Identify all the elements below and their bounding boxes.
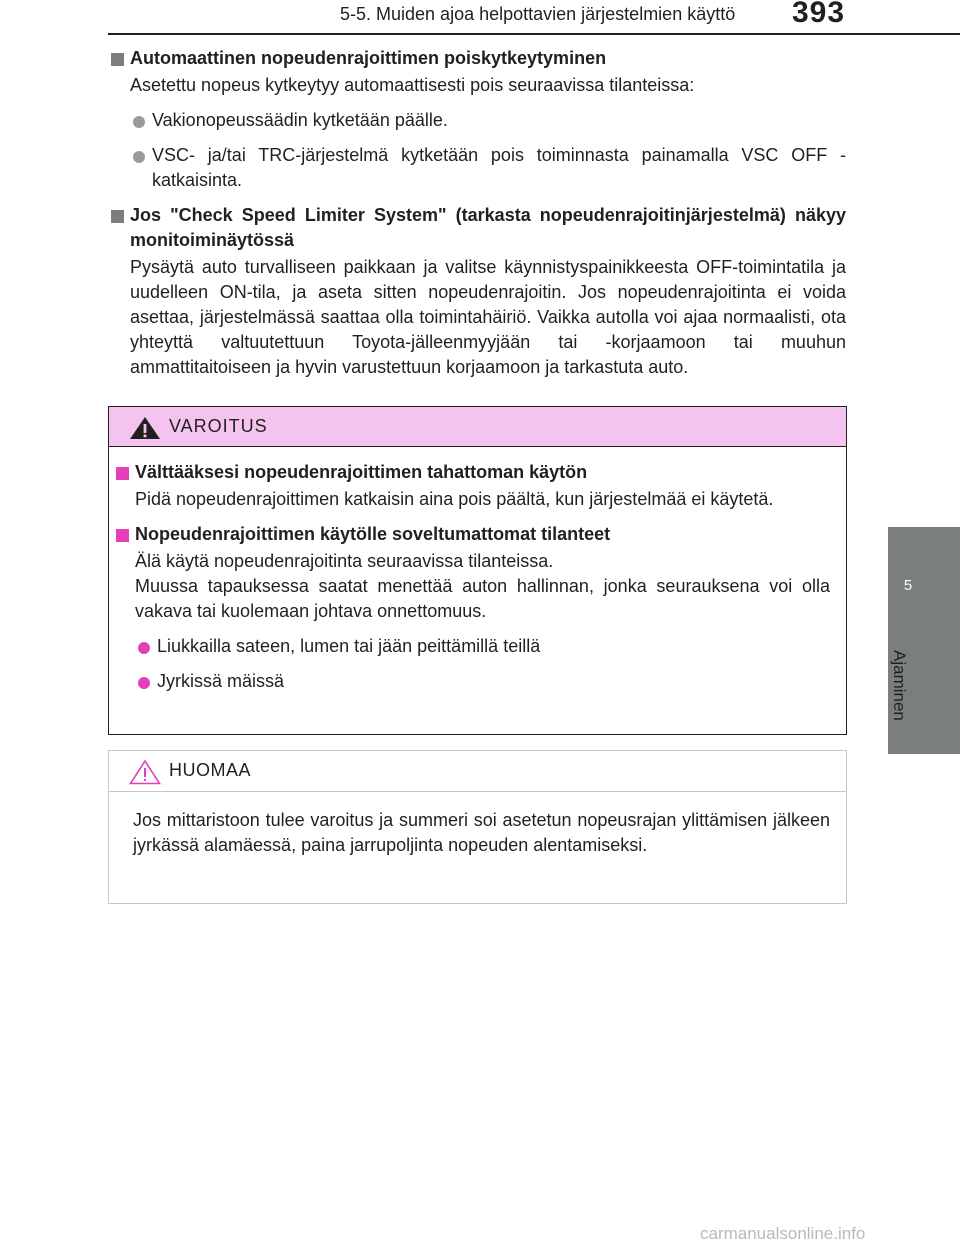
- note-box: [108, 750, 847, 904]
- warning-box: [108, 406, 847, 735]
- list-item: Jyrkissä mäissä: [113, 669, 830, 694]
- running-header: 5-5. Muiden ajoa helpottavien järjestelmien käyttö: [340, 4, 736, 24]
- square-bullet-icon: [111, 210, 124, 223]
- square-bullet-icon: [111, 53, 124, 66]
- warning-heading: Välttääksesi nopeudenrajoittimen tahattoman käytön: [113, 460, 830, 485]
- circle-bullet-icon: [133, 151, 145, 163]
- note-header: [109, 751, 846, 792]
- section-heading: Jos "Check Speed Limiter System" (tarkasta nopeudenrajoitinjärjestelmä) näkyy monitoiminäytössä: [108, 203, 846, 253]
- main-content: [108, 46, 846, 390]
- warning-triangle-icon: [129, 416, 161, 440]
- section-text: Pysäytä auto turvalliseen paikkaan ja valitse käynnistyspainikkeesta OFF-toimintatila ja uudelleen ON-tila, ja aseta sitten nopeudenrajoitin. Jos nopeudenrajoitinta ei voida asettaa, järjestelmässä saattaa olla toimintahäiriö. Vaikka autolla voi ajaa normaalisti, ota yhteyttä valtuutettuun Toyota-jälleenmyyjään tai -korjaamoon tai muuhun ammattitaitoiseen ja hyvin varustettuun korjaamoon ja tarkastuta auto.: [130, 257, 846, 377]
- caution-triangle-icon: [129, 759, 161, 785]
- warning-text: Älä käytä nopeudenrajoitinta seuraavissa tilanteissa.: [135, 551, 554, 571]
- warning-text: Muussa tapauksessa saatat menettää auton hallinnan, jonka seurauksena voi olla vakava tai kuolemaan johtava onnettomuus.: [135, 576, 830, 621]
- chapter-number: 5: [903, 577, 913, 594]
- square-bullet-icon: [116, 529, 129, 542]
- warning-heading: Nopeudenrajoittimen käytölle soveltumattomat tilanteet: [113, 522, 830, 547]
- square-bullet-icon: [116, 467, 129, 480]
- note-text: Jos mittaristoon tulee varoitus ja summeri soi asetetun nopeusrajan ylittämisen jälkeen jyrkässä alamäessä, paina jarrupoljinta nopeuden alentamiseksi.: [133, 810, 830, 855]
- list-item: Liukkailla sateen, lumen tai jään peittämillä teillä: [113, 634, 830, 659]
- section-text: Asetettu nopeus kytkeytyy automaattisesti pois seuraavissa tilanteissa:: [130, 75, 695, 95]
- chapter-label-text: Ajaminen: [890, 650, 909, 721]
- page-number: 393: [792, 0, 846, 29]
- warning-title: VAROITUS: [169, 416, 268, 436]
- warning-text: Pidä nopeudenrajoittimen katkaisin aina pois päältä, kun järjestelmää ei käytetä.: [135, 489, 774, 509]
- list-item: VSC- ja/tai TRC-järjestelmä kytketään pois toiminnasta painamalla VSC OFF -katkaisinta.: [108, 143, 846, 193]
- header-rule: [108, 33, 960, 35]
- watermark: carmanualsonline.info: [700, 1224, 866, 1243]
- circle-bullet-icon: [138, 642, 150, 654]
- list-item: Vakionopeussäädin kytketään päälle.: [108, 108, 846, 133]
- note-title: HUOMAA: [169, 760, 252, 780]
- warning-header: [109, 407, 846, 447]
- warning-body: [109, 447, 846, 694]
- circle-bullet-icon: [138, 677, 150, 689]
- section-heading: Automaattinen nopeudenrajoittimen poiskytkeytyminen: [108, 46, 846, 71]
- circle-bullet-icon: [133, 116, 145, 128]
- chapter-label: [887, 650, 927, 740]
